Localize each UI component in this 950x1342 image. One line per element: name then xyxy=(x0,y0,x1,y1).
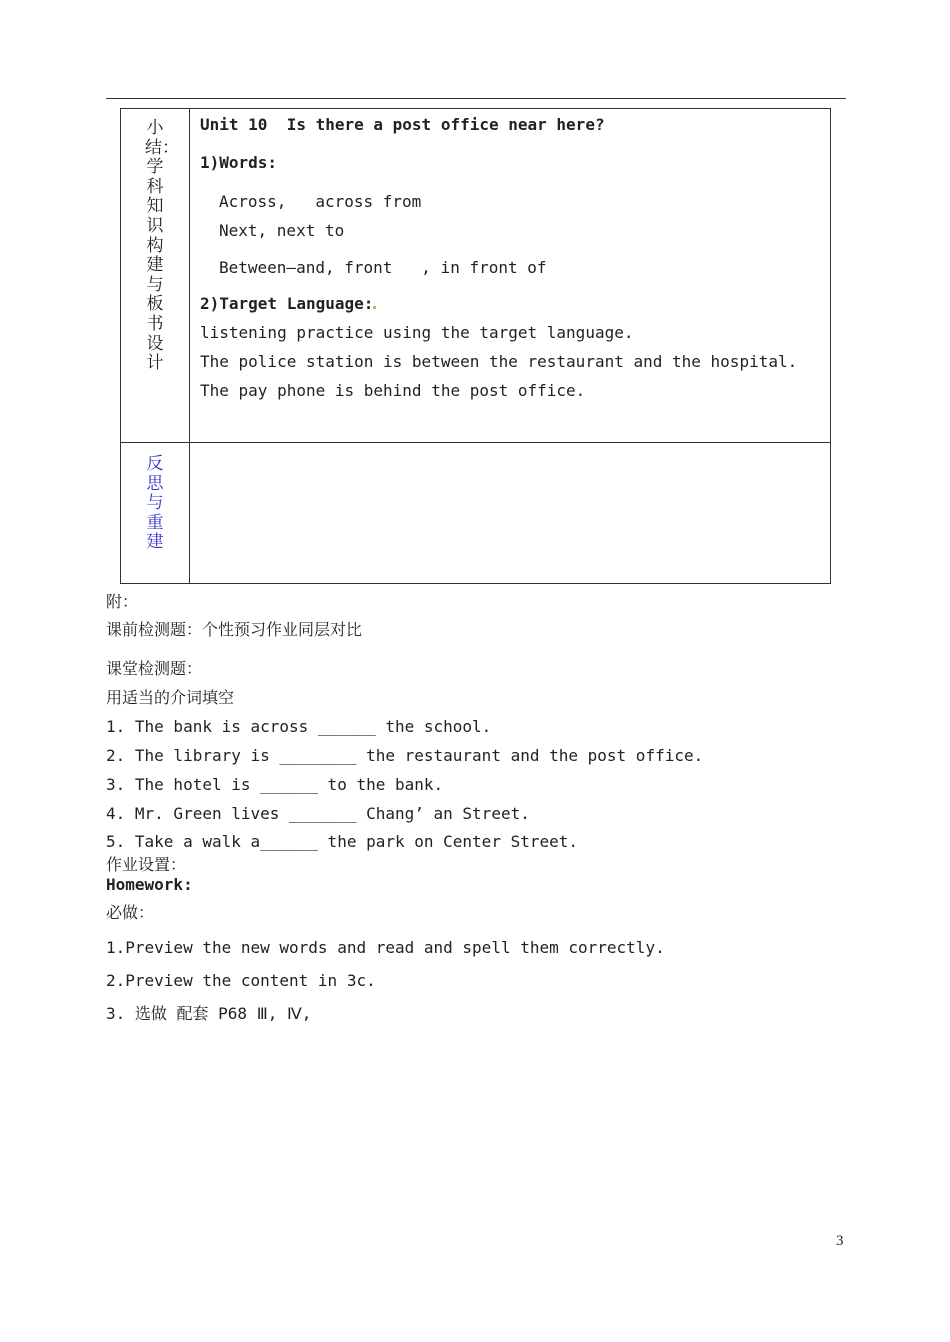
summary-row xyxy=(121,109,831,443)
summary-side-label: 小结：学科知识构建与板书设计 xyxy=(145,118,179,374)
reflection-row xyxy=(121,443,831,584)
homework-item: 2.Preview the content in 3c. xyxy=(106,971,376,990)
homework-item: 1.Preview the new words and read and spell them correctly. xyxy=(106,938,665,957)
appendix-label: 附： xyxy=(106,592,139,611)
summary-content-cell xyxy=(190,109,831,443)
target-line: The pay phone is behind the post office. xyxy=(200,381,586,400)
exercise-item: 3. The hotel is ______ to the bank. xyxy=(106,775,444,794)
pre-class-test: 课前检测题：个性预习作业同层对比 xyxy=(106,620,363,639)
exercise-instruction: 用适当的介词填空 xyxy=(106,688,235,707)
words-line: Between—and, front , in front of xyxy=(219,258,547,277)
reflection-side-label: 反思与重建 xyxy=(146,454,164,553)
target-heading: 2)Target Language: xyxy=(200,294,377,314)
unit-title: Unit 10 Is there a post office near here? xyxy=(200,115,605,134)
in-class-test: 课堂检测题： xyxy=(106,659,203,678)
words-line: Across, across from xyxy=(219,192,422,211)
target-line: listening practice using the target language. xyxy=(200,323,634,342)
homework-item: 3. 选做 配套 P68 Ⅲ, Ⅳ, xyxy=(106,1004,312,1023)
lesson-table xyxy=(120,108,831,584)
required-label: 必做： xyxy=(106,903,155,922)
words-line: Next, next to xyxy=(219,221,345,240)
homework-heading: Homework: xyxy=(106,875,193,894)
words-heading: 1)Words: xyxy=(200,153,278,172)
exercise-item: 2. The library is ________ the restaurant and the post office. xyxy=(106,746,704,765)
homework-setting-label: 作业设置： xyxy=(106,855,187,874)
exercise-item: 4. Mr. Green lives _______ Chang’ an Street. xyxy=(106,804,530,823)
header-rule xyxy=(106,98,846,99)
summary-side-cell xyxy=(121,109,190,443)
reflection-content-cell xyxy=(190,443,831,584)
exercise-item: 1. The bank is across ______ the school. xyxy=(106,717,492,736)
page-number: 3 xyxy=(836,1233,844,1249)
target-line: The police station is between the restaurant and the hospital. xyxy=(200,352,798,371)
reflection-side-cell xyxy=(121,443,190,584)
exercise-item: 5. Take a walk a______ the park on Center Street. xyxy=(106,832,579,851)
